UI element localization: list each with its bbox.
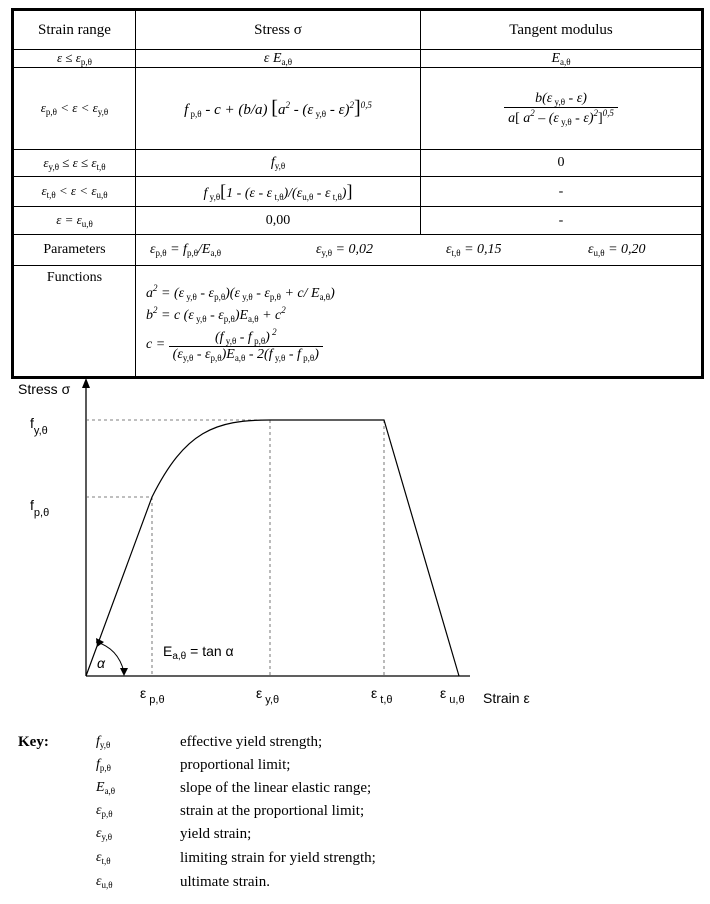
y-axis-label: Stress σ (18, 381, 71, 397)
table-header-row (13, 10, 703, 50)
row5-stress (136, 207, 421, 235)
row3-range: $\varepsilon_{y,\theta} \le \varepsilon \le \varepsilon_{t,\theta}$ (13, 150, 136, 177)
param-eu: $\varepsilon_{u,\theta} = 0,20$ (588, 242, 646, 258)
param-ey: $\varepsilon_{y,\theta} = 0,02$ (316, 242, 373, 258)
key-symbol: $\varepsilon_{u,\theta}$ (96, 874, 113, 890)
header-tangent-modulus (421, 10, 703, 50)
key-item (96, 850, 696, 872)
fp-label: $f_{p,\theta}$ (30, 497, 50, 519)
header-strain-range (13, 10, 136, 50)
key-description: effective yield strength; (180, 734, 323, 750)
row5-stress-text: 0,00 (265, 212, 291, 228)
functions-label (13, 266, 136, 378)
eu-label: ε $_{u,\theta}$ (440, 685, 465, 706)
key-symbol: $f_{p,\theta}$ (96, 757, 111, 773)
header-stress (136, 10, 421, 50)
row1-tangent: $E_{a,\theta}$ (421, 50, 703, 68)
key-description: yield strain; (180, 826, 252, 842)
key-description: limiting strain for yield strength; (180, 850, 376, 866)
row2-tangent (421, 68, 703, 150)
row1-stress: ε $E_{a,\theta}$ (136, 50, 421, 68)
parameters-label-text: Parameters (43, 242, 106, 257)
functions-label-text: Functions (46, 270, 103, 285)
key-item (96, 734, 696, 756)
row3-tangent-text: 0 (557, 155, 565, 170)
func-a2: $a^2 = (\varepsilon$ $_{y,\theta} - \varepsilon_{p,\theta})(\varepsilon$ $_{y,\theta} - \varepsilon_{p,\theta} + c/$ $E_{a,\theta}$) (146, 282, 335, 302)
table-row (13, 150, 703, 177)
tangent-fraction: $\frac{b(\varepsilon _{y,\theta} - \varepsilon)}{a[ a^2 - (\varepsilon _{y,\theta} - \varepsilon)^2]^{0,5}}$ (504, 91, 618, 127)
row2-range: $\varepsilon_{p,\theta} < \varepsilon < \varepsilon_{y,\theta}$ (13, 68, 136, 150)
table-row (13, 177, 703, 207)
parameters-cell (136, 235, 703, 266)
row5-tangent (421, 207, 703, 235)
row3-tangent (421, 150, 703, 177)
stress-strain-diagram (0, 376, 710, 716)
key-description: proportional limit; (180, 757, 291, 773)
key-description: slope of the linear elastic range; (180, 780, 372, 796)
key-symbol: $E_{a,\theta}$ (96, 780, 116, 796)
functions-cell (136, 266, 703, 378)
modulus-label: $E_{a,\theta} = \tan \alpha$ (163, 643, 234, 662)
func-c: c = $\frac{(f _{y,\theta} - f _{p,\theta}) ^2}{(\varepsilon_{y,\theta} - \varepsilon_{p,\theta})E_{a,\theta} - 2(f _{y,\theta} - f _{p,\theta})}$ (146, 327, 701, 363)
material-model-table (11, 8, 704, 379)
et-label: ε $_{t,\theta}$ (371, 685, 393, 706)
alpha-arrow-bottom (120, 668, 128, 676)
key-item (96, 803, 696, 825)
table-row (13, 50, 703, 68)
key-item (96, 757, 696, 779)
row3-stress: $f_{y,\theta}$ (136, 150, 421, 177)
param-et: $\varepsilon_{t,\theta} = 0,15$ (446, 242, 502, 258)
row2-stress: f $_{p,\theta}$ - c + (b/a) [$a^2 - (\varepsilon$ $_{y,\theta}$ - ε)$^2$]$^{0,5}$ (136, 68, 421, 150)
key-symbol: $\varepsilon_{t,\theta}$ (96, 850, 111, 866)
header-tangent-text: Tangent modulus (509, 21, 613, 38)
table-row (13, 68, 703, 150)
key-item (96, 780, 696, 802)
row5-range: $\varepsilon = \varepsilon_{u,\theta}$ (13, 207, 136, 235)
key-symbol: $\varepsilon_{y,\theta}$ (96, 826, 113, 842)
row4-tangent-text: - (558, 183, 564, 199)
alpha-label: α (97, 655, 105, 671)
stress-strain-curve (86, 420, 459, 676)
row4-tangent (421, 177, 703, 207)
row4-range: $\varepsilon_{t,\theta} < \varepsilon < \varepsilon_{u,\theta}$ (13, 177, 136, 207)
row5-tangent-text: - (558, 212, 564, 228)
functions-row (13, 266, 703, 378)
x-axis-label: Strain ε (483, 690, 530, 706)
y-axis-arrow (82, 378, 90, 388)
key-item (96, 826, 696, 848)
row1-range: $\varepsilon \le \varepsilon_{p,\theta}$ (13, 50, 136, 68)
key-symbol: $f_{y,\theta}$ (96, 734, 111, 750)
param-ep: $\varepsilon_{p,\theta} = f_{p,\theta}/E_{a,\theta}$ (150, 242, 222, 258)
fy-label: $f_{y,\theta}$ (30, 415, 48, 437)
key-title: Key: (18, 734, 49, 750)
header-strain-range-text: Strain range (38, 21, 111, 38)
parameters-label (13, 235, 136, 266)
func-b2: $b^2 = c$ (ε $_{y,\theta} - \varepsilon_{p,\theta})E_{a,\theta} + c^2$ (146, 304, 286, 324)
ey-label: ε $_{y,\theta}$ (256, 685, 280, 706)
parameters-row (13, 235, 703, 266)
key-item (96, 874, 696, 896)
key-symbol: $\varepsilon_{p,\theta}$ (96, 803, 113, 819)
table-row (13, 207, 703, 235)
row4-stress: f $_{y,\theta}$[1 - (ε - ε $_{t,\theta})/(\varepsilon_{u,\theta}$ - ε $_{t,\theta}$)] (136, 177, 421, 207)
key-description: strain at the proportional limit; (180, 803, 365, 819)
key-description: ultimate strain. (180, 874, 270, 890)
header-stress-text: Stress σ (254, 21, 302, 38)
ep-label: ε $_{p,\theta}$ (140, 685, 165, 706)
